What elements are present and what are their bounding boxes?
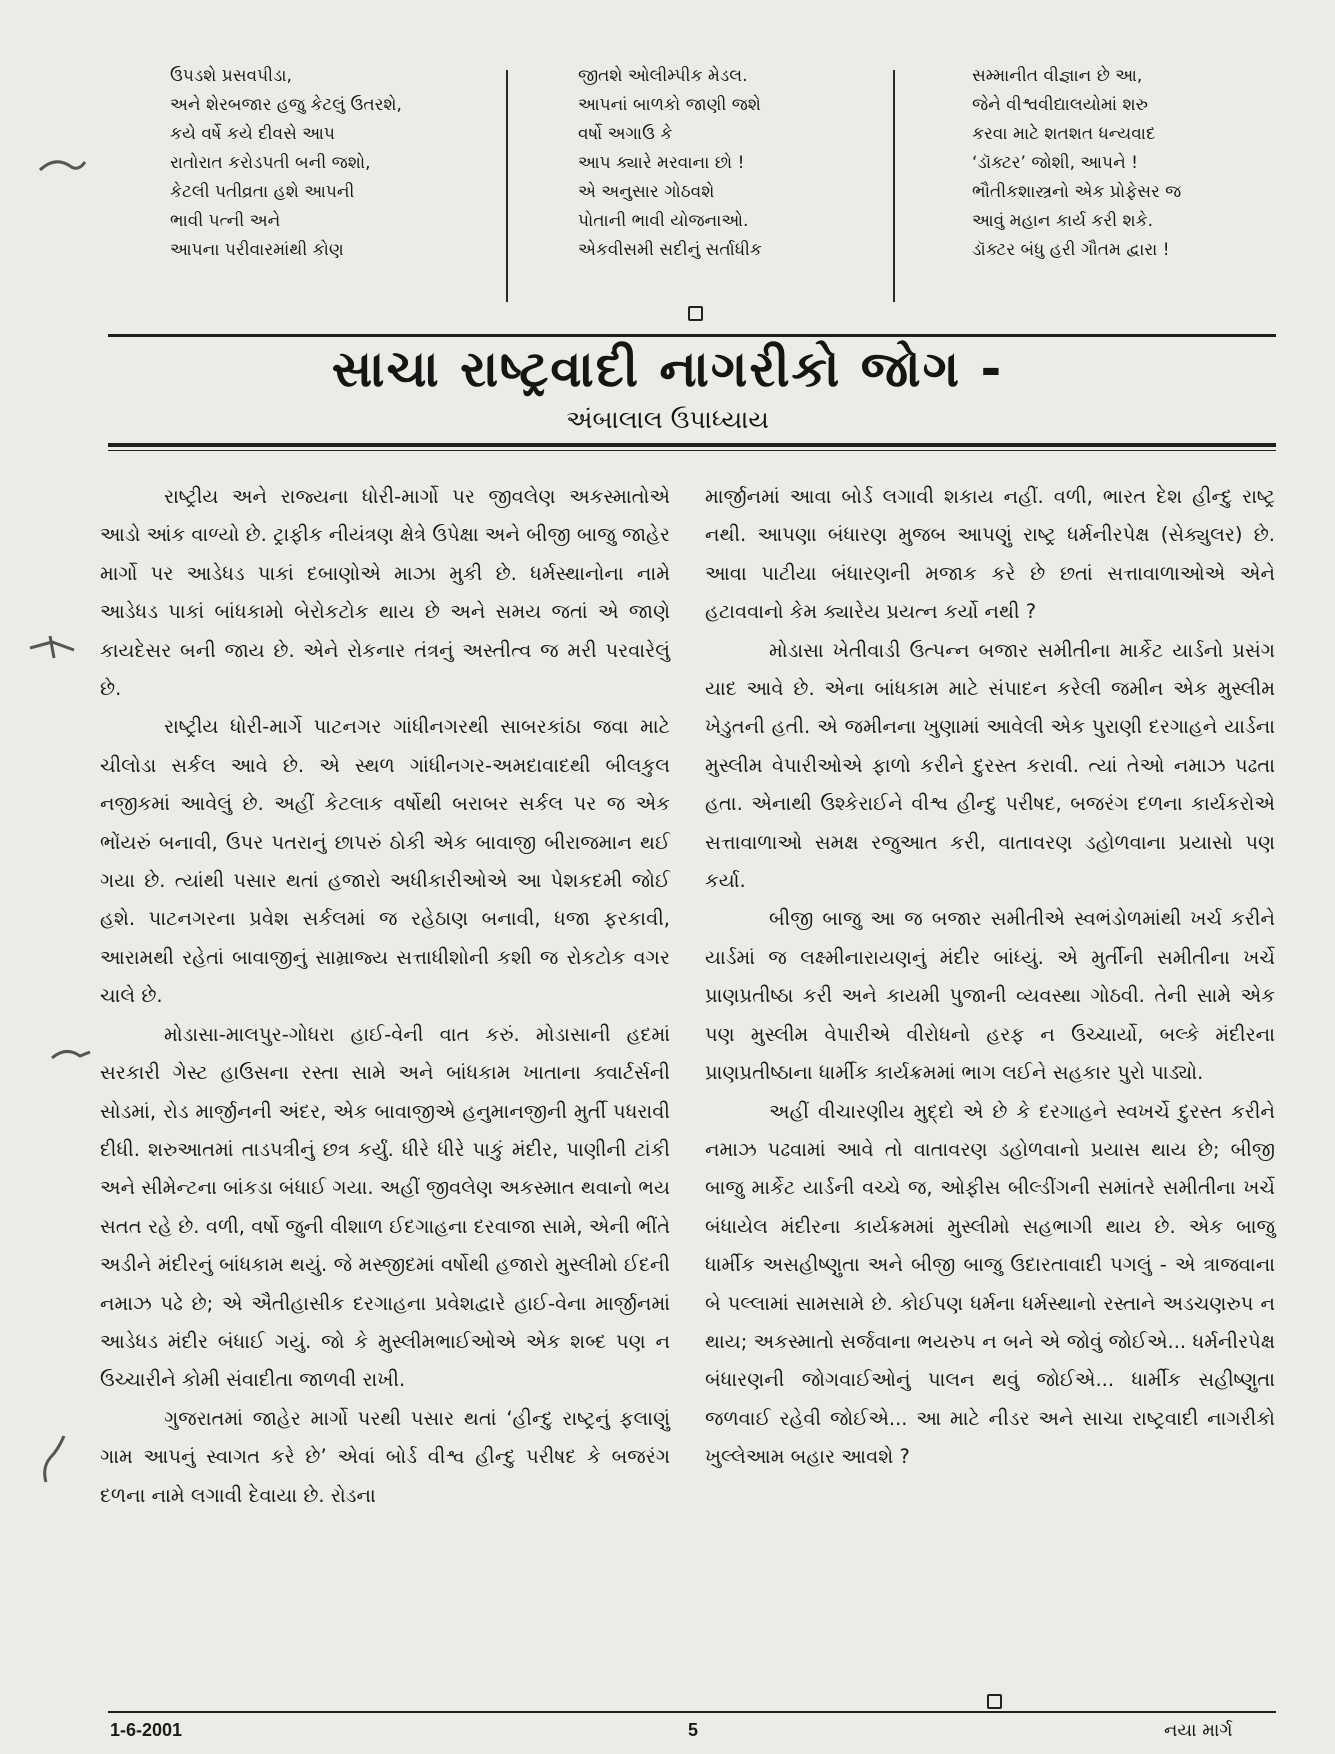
poem-line: કરવા માટે શતશત ધન્યવાદ (972, 124, 1156, 144)
poem-line: ડૉક્ટર બંધુ હરી ગૌતમ દ્વારા ! (972, 240, 1170, 260)
article-column-right (705, 478, 1275, 1477)
poem-column-2 (578, 62, 762, 265)
article-paragraph: મોડાસા ખેતીવાડી ઉત્પન્ન બજાર સમીતીના માર્કેટ યાર્ડનો પ્રસંગ યાદ આવે છે. એના બાંધકામ માટે સંપાદન કરેલી જમીન એક મુસ્લીમ ખેડુતની હતી. એ જમીનના ખુણામાં આવેલી એક પુરાણી દરગાહને યાર્ડના મુસ્લીમ વેપારીઓએ ફાળો કરીને દુરસ્ત કરાવી. ત્યાં તેઓ નમાઝ પઢતા હતા. એનાથી ઉશ્કેરાઈને વીશ્વ હીન્દુ પરીષદ, બજરંગ દળના કાર્યકરોએ સત્તાવાળાઓ સમક્ષ રજુઆત કરી, વાતાવરણ ડહોળવાના પ્રયાસો પણ કર્યા. (705, 638, 1275, 893)
divider-rule (108, 334, 1276, 337)
binder-hole-mark-icon (22, 628, 82, 668)
divider-rule (108, 450, 1276, 451)
divider-rule (108, 443, 1276, 447)
article-author: અંબાલાલ ઉપાધ્યાય (566, 405, 769, 434)
end-mark-icon (688, 306, 703, 321)
article-paragraph: બીજી બાજુ આ જ બજાર સમીતીએ સ્વભંડોળમાંથી ખર્ચ કરીને યાર્ડમાં જ લક્ષ્મીનારાયણનું મંદીર બાંધ્યું. એ મુર્તીની સમીતીના ખર્ચે પ્રાણપ્રતીષ્ઠા કરી અને કાયમી પુજાની વ્યવસ્થા ગોઠવી. તેની સામે એક પણ મુસ્લીમ વેપારીએ વીરોધનો હરફ ન ઉચ્ચાર્યો, બલ્કે મંદીરના પ્રાણપ્રતીષ્ઠાના ધાર્મીક કાર્યક્રમમાં ભાગ લઈને સહકાર પુરો પાડ્યો. (705, 907, 1275, 1085)
article-title: સાચા રાષ્ટ્રવાદી નાગરીકો જોગ - (331, 340, 1004, 398)
poem-line: ‘ડૉક્ટર’ જોશી, આપને ! (972, 153, 1138, 173)
poem-line: ભૌતીકશાસ્ત્રનો એક પ્રોફેસર જ (972, 182, 1182, 202)
footer-rule (108, 1711, 1276, 1713)
poem-line: આપના પરીવારમાંથી કોણ (170, 240, 344, 260)
issue-date: 1-6-2001 (110, 1720, 183, 1740)
article-paragraph: રાષ્ટ્રીય અને રાજ્યના ધોરી-માર્ગો પર જીવલેણ અકસ્માતોએ આડો આંક વાળ્યો છે. ટ્રાફીક નીયંત્રણ ક્ષેત્રે ઉપેક્ષા અને બીજી બાજુ જાહેર માર્ગો પર આડેધડ પાકાં દબાણોએ માઝા મુકી છે. ધર્મસ્થાનોના નામે આડેધડ પાકાં બાંધકામો બેરોકટોક થાય છે અને સમય જતાં એ જાણે કાયદેસર બની જાય છે. એને રોકનાર તંત્રનું અસ્તીત્વ જ મરી પરવારેલું છે. (100, 485, 670, 701)
article-paragraph: માર્જીનમાં આવા બોર્ડ લગાવી શકાય નહીં. વળી, ભારત દેશ હીન્દુ રાષ્ટ્ર નથી. આપણા બંધારણ મુજબ આપણું રાષ્ટ્ર ધર્મનીરપેક્ષ (સેક્યુલર) છે. આવા પાટીયા બંધારણની મજાક કરે છે છતાં સત્તાવાળાઓએ એને હટાવવાનો કેમ ક્યારેય પ્રયત્ન કર્યો નથી ? (705, 485, 1275, 624)
poem-line: એકવીસમી સદીનું સર્તાધીક (578, 240, 762, 260)
poem-line: આપનાં બાળકો જાણી જશે (578, 95, 761, 115)
poem-column-1 (170, 62, 402, 265)
article-paragraph: ગુજરાતમાં જાહેર માર્ગો પરથી પસાર થતાં ‘હીન્દુ રાષ્ટ્રનું ફલાણું ગામ આપનું સ્વાગત કરે છે’ એવાં બોર્ડ વીશ્વ હીન્દુ પરીષદ કે બજરંગ દળના નામે લગાવી દેવાયા છે. રોડના (100, 1406, 670, 1507)
poem-line: ભાવી પત્ની અને (170, 211, 281, 231)
poem-column-3 (972, 62, 1181, 265)
poem-line: વર્ષો અગાઉ કે (578, 124, 673, 144)
article-paragraph: મોડાસા-માલપુર-ગોધરા હાઈ-વેની વાત કરું. મોડાસાની હદમાં સરકારી ગેસ્ટ હાઉસના રસ્તા સામે અને બાંધકામ ખાતાના ક્વાર્ટર્સની સોડમાં, રોડ માર્જીનની અંદર, એક બાવાજીએ હનુમાનજીની મુર્તી પધરાવી દીધી. શરુઆતમાં તાડપત્રીનું છત્ર કર્યું. ધીરે ધીરે પાકું મંદીર, પાણીની ટાંકી અને સીમેન્ટના બાંકડા બંધાઈ ગયા. અહીં જીવલેણ અકસ્માત થવાનો ભય સતત રહે છે. વળી, વર્ષો જુની વીશાળ ઈદગાહના દરવાજા સામે, એની ભીંતે અડીને મંદીરનું બાંધકામ થયું. જે મસ્જીદમાં વર્ષોથી હજારો મુસ્લીમો ઈદની નમાઝ પઢે છે; એ ઐતીહાસીક દરગાહના પ્રવેશદ્વારે હાઈ-વેના માર્જીનમાં આડેધડ મંદીર બંધાઈ ગયું. જો કે મુસ્લીમભાઈઓએ એક શબ્દ પણ ન ઉચ્ચારીને કોમી સંવાદીતા જાળવી રાખી. (100, 1022, 670, 1392)
poem-line: કેટલી પતીવ્રતા હશે આપની (170, 182, 355, 202)
article-paragraph: રાષ્ટ્રીય ધોરી-માર્ગે પાટનગર ગાંધીનગરથી સાબરકાંઠા જવા માટે ચીલોડા સર્કલ આવે છે. એ સ્થળ ગાંધીનગર-અમદાવાદથી બીલકુલ નજીકમાં આવેલું છે. અહીં કેટલાક વર્ષોથી બરાબર સર્કલ પર જ એક ભોંયરું બનાવી, ઉપર પતરાનું છાપરું ઠોકી એક બાવાજી બીરાજમાન થઈ ગયા છે. ત્યાંથી પસાર થતાં હજારો અધીકારીઓએ આ પેશકદમી જોઈ હશે. પાટનગરના પ્રવેશ સર્કલમાં જ રહેઠાણ બનાવી, ધજા ફરકાવી, આરામથી રહેતાં બાવાજીનું સામ્રાજ્ય સત્તાધીશોની કશી જ રોકટોક વગર ચાલે છે. (100, 715, 670, 1008)
article-column-left (100, 478, 670, 1515)
poem-line: જીતશે ઓલીમ્પીક મેડલ. (578, 66, 748, 86)
end-mark-icon (987, 1694, 1002, 1709)
page-number: 5 (688, 1720, 699, 1740)
publication-name: નયા માર્ગ (1164, 1720, 1233, 1741)
poem-line: સમ્માનીત વીજ્ઞાન છે આ, (972, 66, 1143, 86)
column-divider (893, 70, 895, 302)
poem-line: રાતોરાત કરોડપતી બની જશો, (170, 153, 371, 173)
binder-hole-mark-icon (46, 1040, 96, 1070)
column-divider (506, 70, 508, 302)
poem-line: જેને વીશ્વવીદ્યાલયોમાં શરુ (972, 95, 1149, 115)
article-paragraph: અહીં વીચારણીય મુદ્દો એ છે કે દરગાહને સ્વખર્ચે દુરસ્ત કરીને નમાઝ પઢવામાં આવે તો વાતાવરણ ડહોળવાનો પ્રયાસ થાય છે; બીજી બાજુ માર્કેટ યાર્ડની વચ્ચે જ, ઓફીસ બીલ્ડીંગની સમાંતરે સમીતીના ખર્ચે બંધાયેલ મંદીરના કાર્યક્રમમાં મુસ્લીમો સહભાગી થાય છે. એક બાજુ ધાર્મીક અસહીષ્ણુતા અને બીજી બાજુ ઉદારતાવાદી પગલું - એ ત્રાજવાના બે પલ્લામાં સામસામે છે. કોઈપણ ધર્મના ધર્મસ્થાનો રસ્તાને અડચણરુપ ન થાય; અકસ્માતો સર્જવાના ભયરુપ ન બને એ જોવું જોઈએ... ધર્મનીરપેક્ષ બંધારણની જોગવાઈઓનું પાલન થવું જોઈએ... ધાર્મીક સહીષ્ણુતા જળવાઈ રહેવી જોઈએ... આ માટે નીડર અને સાચા રાષ્ટ્રવાદી નાગરીકો ખુલ્લેઆમ બહાર આવશે ? (705, 1099, 1275, 1469)
poem-line: આપ ક્યારે મરવાના છો ! (578, 153, 745, 173)
poem-strip (130, 62, 1250, 302)
binder-hole-mark-icon (30, 148, 90, 188)
poem-line: આવું મહાન કાર્ય કરી શકે. (972, 211, 1154, 231)
poem-line: એ અનુસાર ગોઠવશે (578, 182, 715, 202)
poem-line: અને શેરબજાર હજુ કેટલું ઉતરશે, (170, 95, 402, 115)
binder-hole-mark-icon (28, 1430, 78, 1490)
poem-line: ઉપડશે પ્રસવપીડા, (170, 66, 292, 86)
poem-line: કયે વર્ષે કયે દીવસે આપ (170, 124, 335, 144)
poem-line: પોતાની ભાવી યોજનાઓ. (578, 211, 749, 231)
